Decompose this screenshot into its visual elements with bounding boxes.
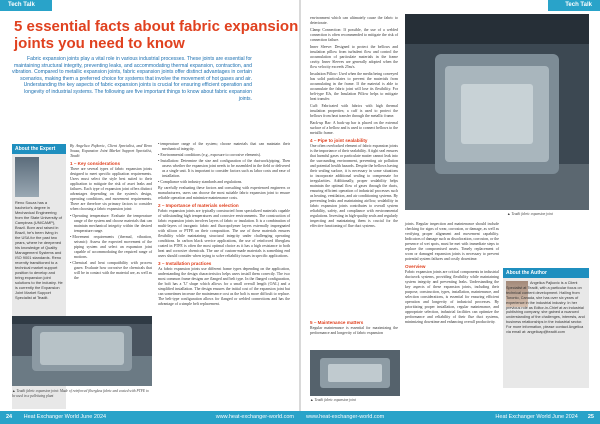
footer-publication-right: Heat Exchanger World June 2024 (495, 414, 578, 420)
section-1-heading: 1 – Key considerations (70, 161, 121, 166)
overview-heading: Overview (405, 264, 426, 269)
col3-paragraph-2: Clamp Connection: If possible, the use of a welded connection is often recommended to mitigate the risk of connection failure. (310, 28, 398, 42)
section-tab-right: Tech Talk (548, 0, 600, 11)
article-intro: Fabric expansion joints play a vital role in various industrial processes. These joints are essential for maintaining structural integrity, preventing leaks, and accommodating thermal expansion, contraction, and vibration. Compared to metallic expansion joints, fabric expansion joints offer distinct advantages in certain scenarios, making them a preferred choice for systems that involve the movement of hot gases and air. Understanding the key aspects of fabric expansion joints is crucial for ensuring efficient operation and longevity of industrial systems. The following are five important things to know about fabric expansion joints. (12, 56, 253, 102)
list-item: • Movement requirements (thermal, vibration, seismic): Assess the expected movement of the piping system and select an expansion joint capable of accommodating the required range of motions. (70, 235, 152, 260)
photo-illustration-right (405, 14, 589, 210)
list-item: • Installation: Determine the size and configuration of the ductwork/piping. Then assess whether the expansion joint needs to be assembled in the field or delivered as a single unit. It is important to consider factors such as labor costs and ease of installation. (158, 159, 290, 179)
photo-illustration-mid (310, 350, 400, 396)
list-item: • temperature range of the system; choose materials that can maintain their mechanical integrity. (158, 142, 290, 152)
list-item: • Chemical and heat compatibility with process gases: Evaluate how corrosive the chemicals that will be in contact with the material are, as well as the (70, 261, 152, 281)
col3-paragraph-1: environment which can ultimately cause the fabric to deteriorate. (310, 16, 398, 25)
page-gutter (299, 0, 301, 424)
section-5-paragraph: Regular maintenance is essential for maximizing the performance and longevity of fabric expansion (310, 326, 398, 335)
page-number-right: 25 (587, 414, 594, 420)
article-column-4 (405, 222, 499, 327)
article-column-1 (70, 144, 152, 282)
section-1-paragraph: There are several types of fabric expansion joints designed to meet specific application requirements. Users must select the style best suited to their application to mitigate the risk of asset leaks and failures. Each type of expansion joint offers distinct advantages depending on the system's design, operating conditions, and movement requirements. There are therefore six primary factors to consider when choosing a fabric expansion joint: (70, 167, 152, 211)
section-5-heading: 5 – Maintenance matters (310, 320, 364, 325)
about-expert-heading: About the Expert (12, 144, 66, 154)
page-number-left: 24 (6, 414, 13, 420)
section-4-heading: 4 – Pipe to joint sealability (310, 138, 368, 143)
about-author-heading: About the Author (503, 268, 589, 278)
list-item: • Compliance with industry standards and regulations. (158, 180, 290, 185)
about-expert-text: Reno Souza has a bachelor's degree in Mechanical Engineering from the State University of Campinas (UNICAMP), Brazil. Born and raised in Brazil, he's been living in the USA for the past two years, where he deepened his knowledge of Quality Management Systems and ISO 9001 standards. Reno recently transitioned to a technical market support position to develop and bring expansion joint solutions to the industry. He is currently the Expansion Joint Market Support Specialist at Teadit. (15, 200, 63, 300)
photo-caption-left: ▲ Teadit fabric expansion joint: Made of reinforced fiberglass fabric and coated with PTFE to be used in a pelletizing plant (12, 389, 149, 398)
footer-site-left: www.heat-exchanger-world.com (215, 414, 294, 420)
list-item: • Operating temperature: Evaluate the temperature range of the system and choose materials that can maintain mechanical integrity within the desired temperature range. (70, 214, 152, 234)
section-2-paragraph: Fabric expansion joints are typically constructed from specialized materials capable of withstanding high temperatures and corrosive environments. The construction of fabric expansion joints involves layers of fabric or insulation. It is a combination of multi-layers of inorganic fabric and fluoropolymer layers externally impregnated with silicon or PTFE on their composition. The use of these materials ensures flexibility while maintaining structural integrity under challenging operating conditions. In carbon black service applications, the use of reinforced fiberglass coated in PTFE is often the most optimal choice as it has a high resistance to both heat and corrosive chemicals. The use of custom-made materials is something end users should consider when trying to solve reliability issues in specific applications. (158, 209, 290, 258)
section-2-heading: 2 – Importance of materials selection (158, 203, 239, 208)
col3-paragraph-4: Insulation Pillow: Used when the media being conveyed has solid particulates to prevent the materials from accumulating in the frame. If the material is able to accumulate the fabric joint will lose its flexibility. For belt-type EJs, the Insulation Pillow helps to mitigate heat transfer. (310, 72, 398, 101)
list-item: • Environmental conditions (e.g., exposure to corrosive elements). (158, 153, 290, 158)
section-1-conclusion: By carefully evaluating these factors and consulting with experienced engineers or manufacturers, users can choose the most suitable fabric expansion joint to ensure reliable operation and minimize maintenance costs. (158, 186, 290, 200)
section-3-paragraph: As fabric expansion joints use different frame types depending on the application, understanding the design characteristics helps users install them correctly. The two most common frame designs are flanged and belt type. In the flanged configuration, the bolt has a 'U' shape which allows for a small overall length (OAL) and a simplified installation. The design ensures the initial cost of the expansion joint but can sometimes increase the maintenance cost as the bolt is more difficult to replace. The belt-type configuration allows for flanged or welded connections and has the advantage of a simple belt replacement. (158, 267, 290, 306)
article-column-3b (310, 318, 398, 338)
article-column-3 (310, 16, 398, 231)
expansion-joint-photo-right (405, 14, 589, 210)
overview-paragraph: Fabric expansion joints are critical components in industrial ductwork systems, providing flexibility while maintaining system integrity and preventing leaks. Understanding the key aspects of these expansion joints, including their purpose, construction, types, installation, maintenance, and selection considerations, is essential for ensuring efficient operation and longevity of industrial processes. By prioritizing proper installation, regular maintenance, and appropriate selection, industrial facilities can optimize the performance and reliability of their flue duct systems, minimizing downtime and enhancing overall productivity. (405, 270, 499, 324)
section-1-list (70, 214, 152, 281)
section-1-list-cont (158, 142, 290, 185)
article-title: 5 essential facts about fabric expansion joints you need to know (14, 18, 299, 52)
col3-paragraph-3: Inner Sleeve: Designed to protect the bellows and insulation pillow from turbulent flow and control the accumulation of particulate materials in the frame cavity. Inner Sleeves are generally adopted when the flow velocity exceeds 25m/s. (310, 45, 398, 69)
photo-caption-mid: ▲ Teadit fabric expansion joint (310, 398, 356, 402)
col3-paragraph-5: Cuff: Fabricated with fabrics with high thermal insulation properties; a cuff is used to protect the bellows from heat transfer through the metallic frame. (310, 104, 398, 118)
col3-paragraph-6: Back-up Bar: A back-up bar is placed on the external surface of a bellow and is used to connect bellows to the metallic frame. (310, 121, 398, 135)
expansion-joint-photo-left (12, 316, 152, 386)
about-author-text: Angelica Pajkovic is a Client Specialist at Teadit, with a particular focus on technical content development. Hailing from Toronto, Canada, she has over six years of experience in the industrial industry. In her previous role as Editor-in-Chief at an industrial publishing company, she gained a nuanced understanding of the challenges, interests, and business relationships in the industrial sector. For more information, please contact Angelica via email at: angelicap@teadit.com (506, 281, 585, 335)
footer-right (300, 411, 600, 424)
footer-publication-left: Heat Exchanger World June 2024 (23, 414, 107, 420)
footer-site-right: www.heat-exchanger-world.com (306, 414, 385, 420)
footer-left (0, 411, 300, 424)
section-4-continuation: joints. Regular inspection and maintenance should include checking for signs of wear, corrosion, or damage, as well as verifying proper alignment and movement capability. Indicators of damage such as discoloration, corrosion, or the presence of wet spots, must be met with immediate steps to replace the compromised assets. Timely replacement of worn or damaged expansion joints is necessary to prevent potential system failures and costly downtime. (405, 222, 499, 261)
photo-illustration-left (12, 316, 152, 386)
section-3-heading: 3 – Installation practices (158, 261, 212, 266)
about-author-box (503, 268, 589, 388)
article-column-2 (158, 56, 290, 309)
article-byline: By Angelica Pajkovic, Client Specialist, and Reno Souza, Expansion Joint Market Support Specialist, Teadit (70, 144, 152, 158)
section-4-paragraph: One often overlooked element of fabric expansion joints is the importance of their sealability. A tight seal ensures that harmful gases or particulate matter cannot leak into the surrounding environment, preventing air pollution and potential health hazards. Despite the bellows having their sealing surface, it is necessary in some situations to incorporate additional sealing to compensate for irregularities. Additionally, proper sealability helps maintain the optimal flow of gases through the ducts, ensuring efficient operation of industrial processes such as heating, ventilation, and air conditioning systems. By preventing leaks and maintaining airflow, sealability in fabric expansion joints contributes to overall system reliability, safety, and compliance with environmental regulations. Investing in high-quality seals and regularly inspecting and maintaining them is crucial for the effective functioning of flue duct systems. (310, 144, 398, 228)
photo-caption-right: ▲ Teadit fabric expansion joint (507, 212, 553, 216)
expert-photo (15, 157, 39, 197)
section-tab-left: Tech Talk (0, 0, 52, 11)
expansion-joint-photo-mid (310, 350, 400, 396)
